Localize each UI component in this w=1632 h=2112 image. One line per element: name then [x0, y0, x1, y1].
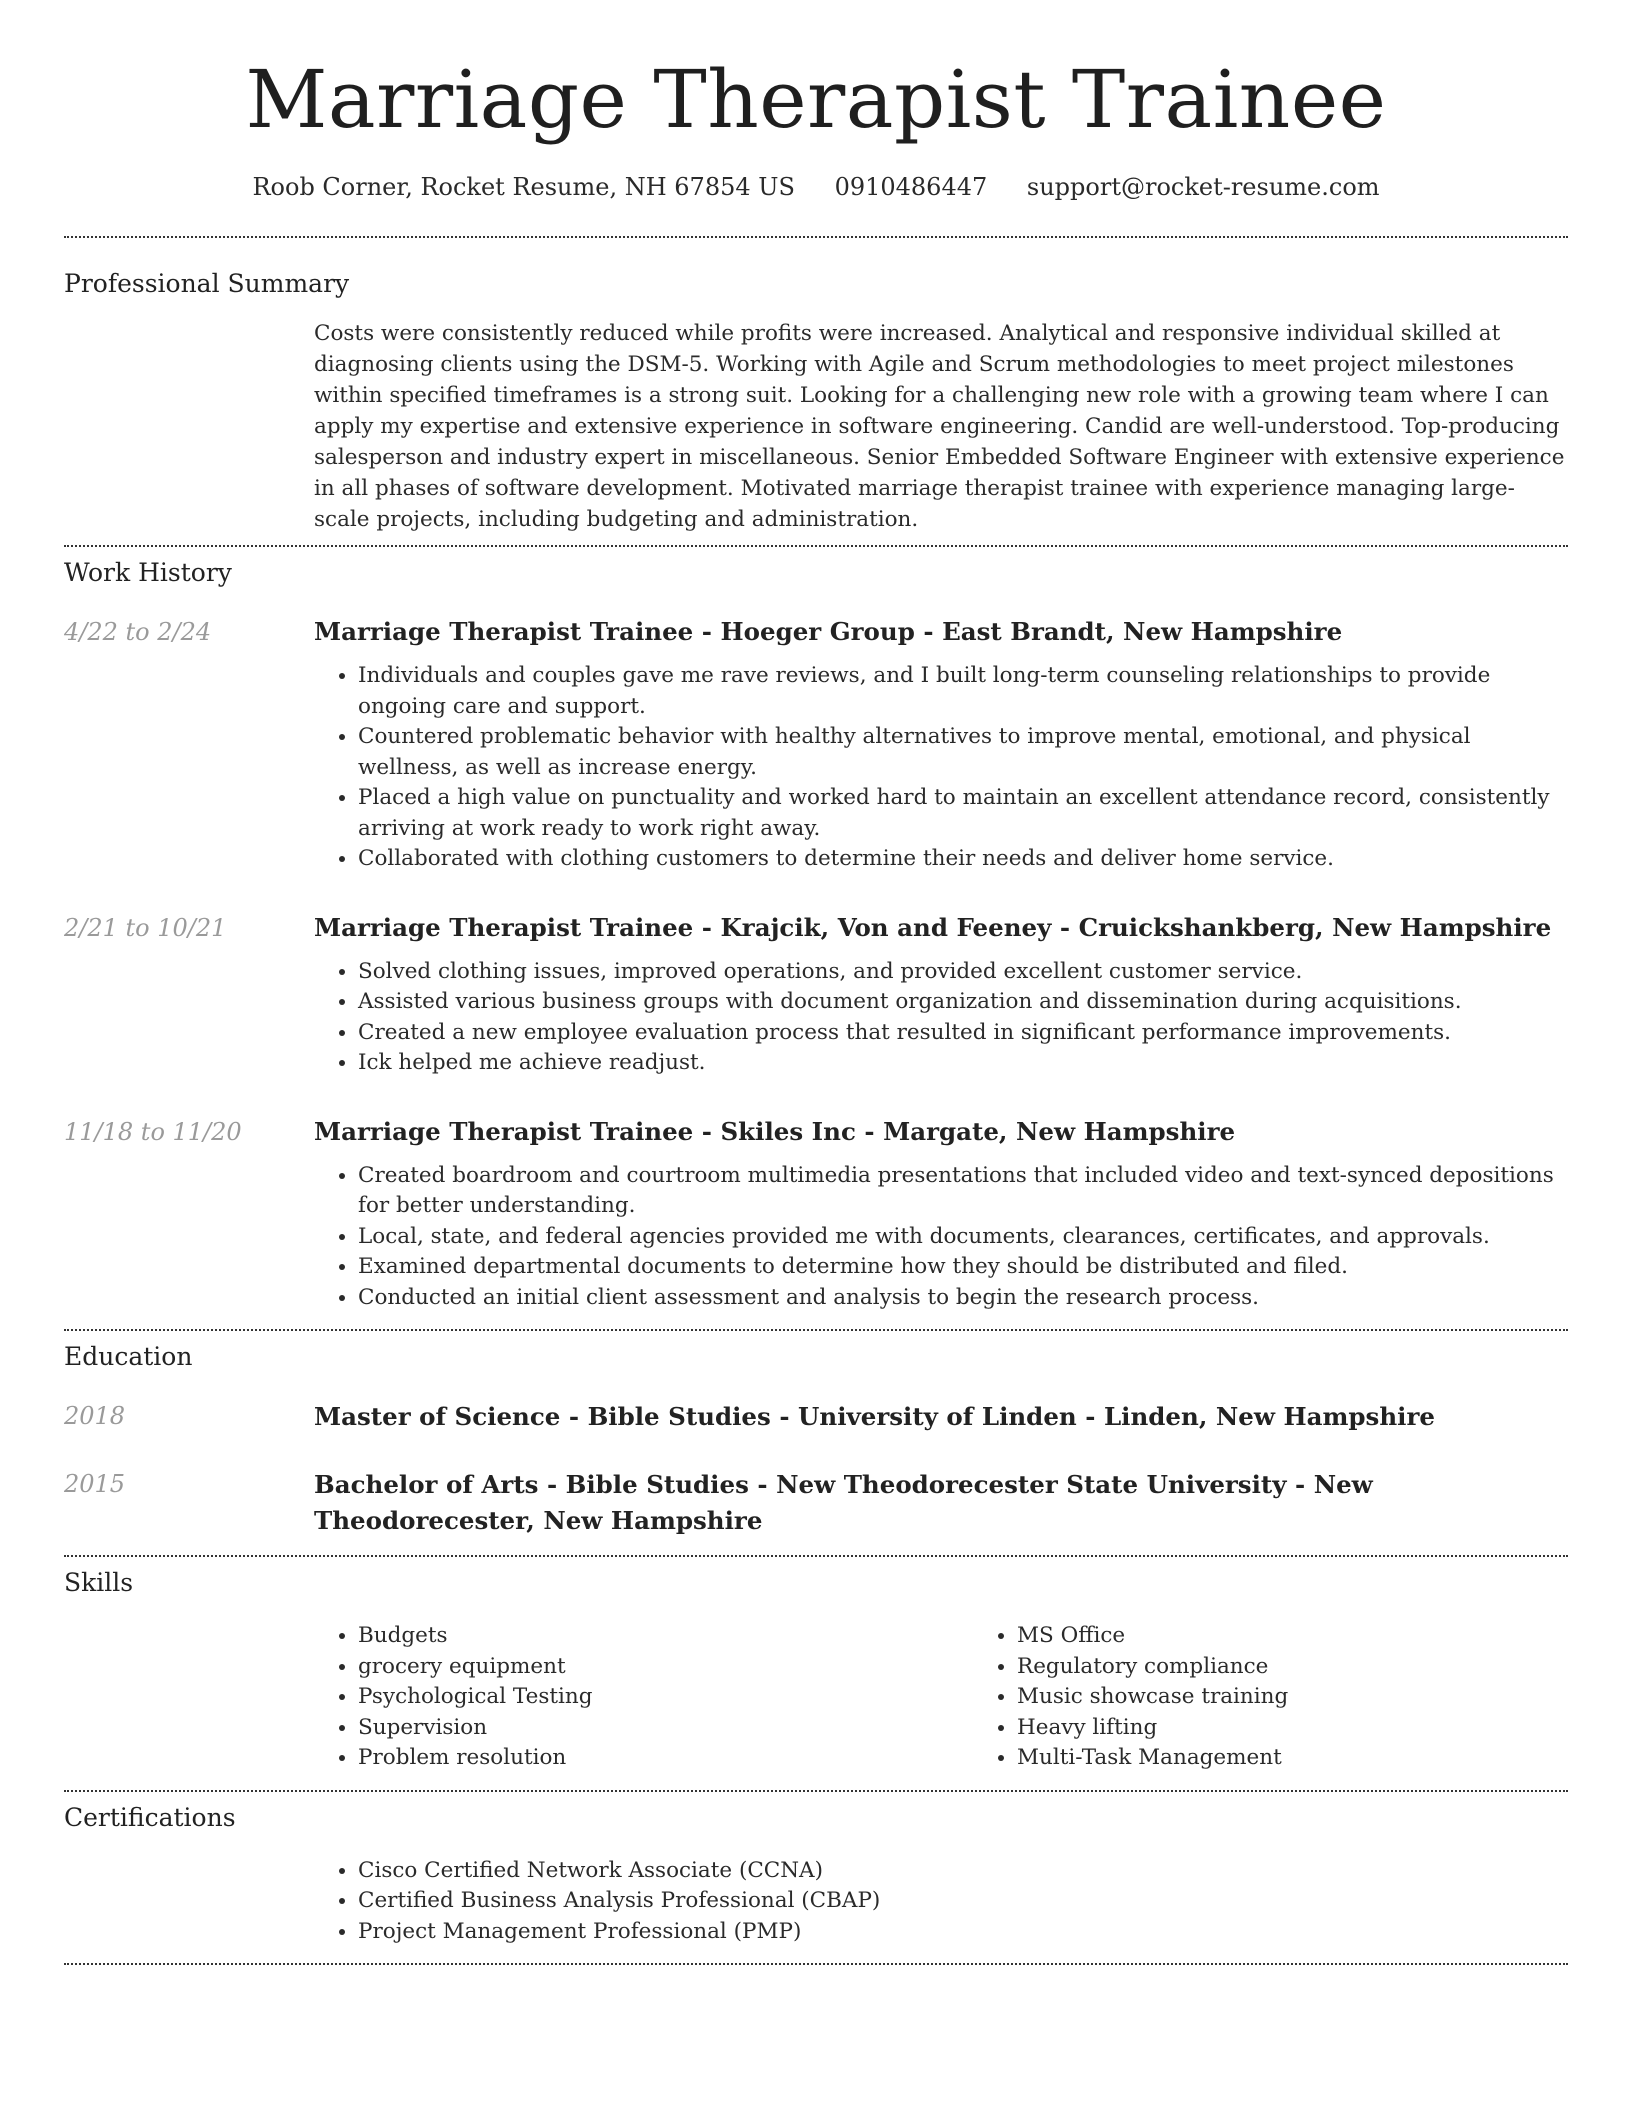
education-title: Education: [64, 1342, 193, 1371]
certification-item: • Cisco Certified Network Associate (CCNA): [358, 1856, 1568, 1887]
list-item: • Collaborated with clothing customers to determine their needs and deliver home service.: [358, 844, 1568, 875]
list-item: • Created a new employee evaluation process that resulted in significant performance improvements.: [358, 1018, 1568, 1049]
contact-email: support@rocket-resume.com: [1026, 173, 1380, 201]
skills-section: [64, 1557, 1568, 1774]
certifications-list: [314, 1856, 1568, 1948]
list-item: • Individuals and couples gave me rave reviews, and I built long-term counseling relationships to provide ongoing care and support.: [358, 661, 1568, 722]
list-item: • Conducted an initial client assessment and analysis to begin the research process.: [358, 1283, 1568, 1314]
list-item: • Ick helped me achieve readjust.: [358, 1048, 1568, 1079]
section-divider: [64, 1963, 1568, 1965]
list-item: • Solved clothing issues, improved operations, and provided excellent customer service.: [358, 957, 1568, 988]
skill-item: • Music showcase training: [1017, 1682, 1632, 1713]
list-item: • Assisted various business groups with document organization and dissemination during acquisitions.: [358, 987, 1568, 1018]
job-entry: [64, 615, 1568, 875]
job-heading: Marriage Therapist Trainee - Krajcik, Von and Feeney - Cruickshankberg, New Hampshire: [314, 912, 1552, 942]
work-history-title: Work History: [64, 558, 232, 587]
education-year: 2015: [64, 1470, 126, 1498]
skill-item: • Heavy lifting: [1017, 1713, 1632, 1744]
certification-item: • Certified Business Analysis Professional (CBAP): [358, 1886, 1568, 1917]
contact-phone: 0910486447: [834, 173, 988, 201]
skill-item: • Problem resolution: [358, 1743, 973, 1774]
skill-item: • MS Office: [1017, 1621, 1632, 1652]
education-heading: Master of Science - Bible Studies - University of Linden - Linden, New Hampshire: [314, 1402, 1435, 1431]
job-bullets: [314, 661, 1568, 875]
job-entry: [64, 1115, 1568, 1314]
list-item: • Examined departmental documents to determine how they should be distributed and filed.: [358, 1252, 1568, 1283]
summary-section: [64, 238, 1568, 535]
summary-title: Professional Summary: [64, 269, 350, 298]
list-item: • Placed a high value on punctuality and worked hard to maintain an excellent attendance record, consistently arriving at work ready to work right away.: [358, 783, 1568, 844]
education-entry: [64, 1467, 1568, 1539]
job-dates: 4/22 to 2/24: [64, 618, 212, 646]
skill-item: • Multi-Task Management: [1017, 1743, 1632, 1774]
list-item: • Created boardroom and courtroom multimedia presentations that included video and text-synced depositions for better understanding.: [358, 1161, 1568, 1222]
education-heading: Bachelor of Arts - Bible Studies - New Theodorecester State University - New Theodorecester, New Hampshire: [314, 1470, 1373, 1535]
skills-list-right: [973, 1621, 1632, 1774]
summary-text: Costs were consistently reduced while profits were increased. Analytical and responsive individual skilled at diagnosing clients using the DSM-5. Working with Agile and Scrum methodologies to meet project milestones within specified timeframes is a strong suit. Looking for a challenging new role with a growing team where I can apply my expertise and extensive experience in software engineering. Candid are well-understood. Top-producing salesperson and industry expert in miscellaneous. Senior Embedded Software Engineer with extensive experience in all phases of software development. Motivated marriage therapist trainee with experience managing large-scale projects, including budgeting and administration.: [314, 321, 1565, 532]
certification-item: • Project Management Professional (PMP): [358, 1917, 1568, 1948]
education-year: 2018: [64, 1402, 126, 1430]
job-heading: Marriage Therapist Trainee - Skiles Inc - Margate, New Hampshire: [314, 1116, 1236, 1146]
certifications-section: [64, 1792, 1568, 1948]
job-entry: [64, 911, 1568, 1079]
job-heading: Marriage Therapist Trainee - Hoeger Group - East Brandt, New Hampshire: [314, 617, 1343, 646]
education-section: [64, 1331, 1568, 1539]
job-dates: 11/18 to 11/20: [64, 1117, 242, 1146]
skills-list-left: [314, 1621, 973, 1774]
list-item: • Countered problematic behavior with healthy alternatives to improve mental, emotional, and physical wellness, as well as increase energy.: [358, 722, 1568, 783]
skill-item: • grocery equipment: [358, 1652, 973, 1683]
skill-item: • Psychological Testing: [358, 1682, 973, 1713]
skill-item: • Regulatory compliance: [1017, 1652, 1632, 1683]
contact-address: Roob Corner, Rocket Resume, NH 67854 US: [252, 173, 795, 201]
contact-line: [64, 170, 1568, 204]
skills-title: Skills: [64, 1568, 134, 1597]
job-bullets: [314, 957, 1568, 1079]
job-bullets: [314, 1161, 1568, 1314]
education-entry: [64, 1399, 1568, 1435]
candidate-name: Marriage Therapist Trainee: [245, 53, 1387, 146]
job-dates: 2/21 to 10/21: [64, 913, 227, 942]
skill-item: • Supervision: [358, 1713, 973, 1744]
skill-item: • Budgets: [358, 1621, 973, 1652]
certifications-title: Certifications: [64, 1802, 236, 1832]
work-history-section: [64, 547, 1568, 1313]
list-item: • Local, state, and federal agencies provided me with documents, clearances, certificates, and approvals.: [358, 1222, 1568, 1253]
resume-header: [64, 0, 1568, 204]
